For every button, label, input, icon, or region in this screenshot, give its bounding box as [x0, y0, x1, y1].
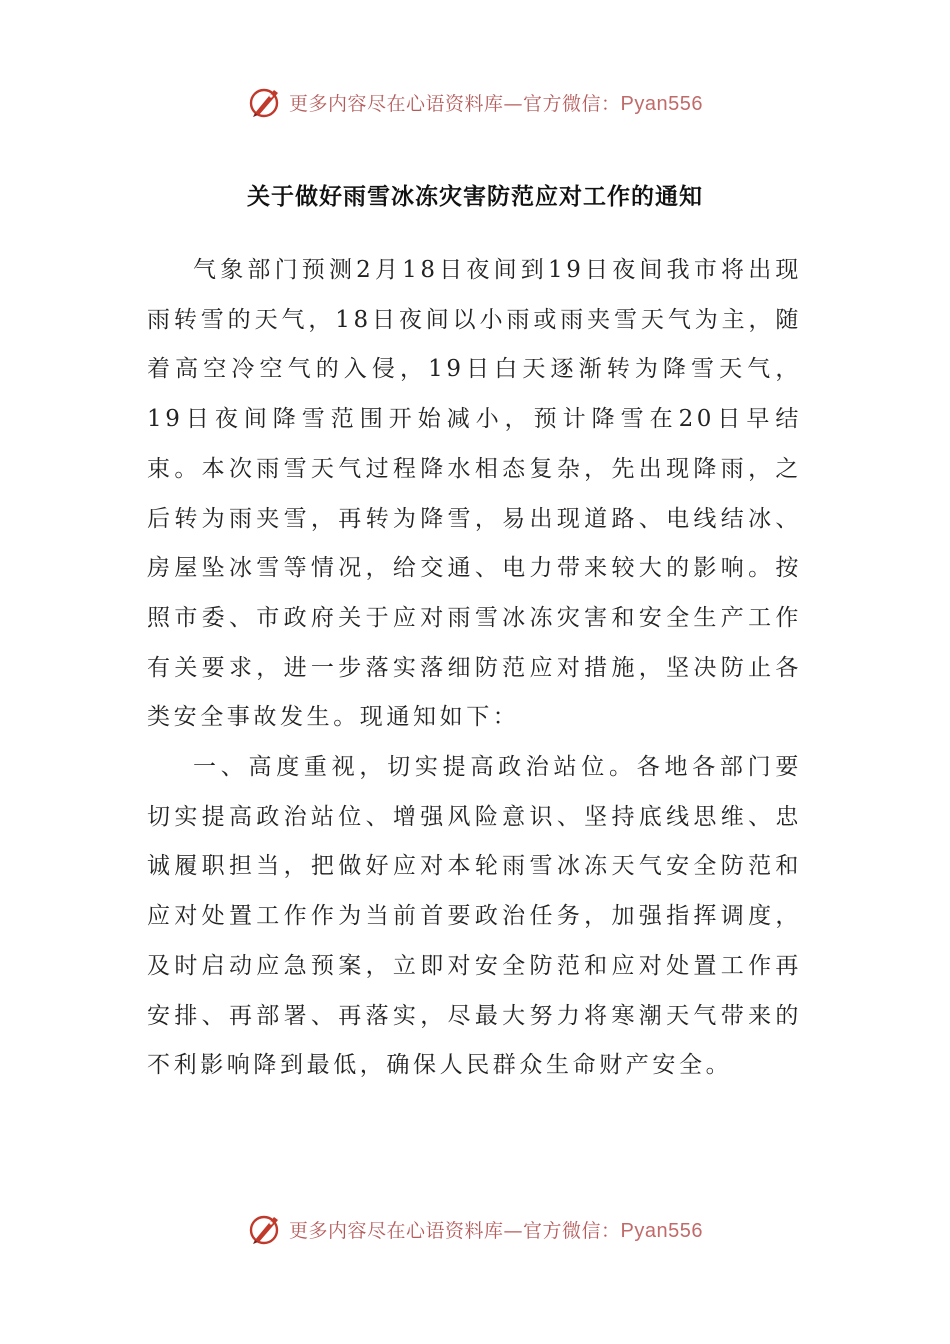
- watermark-text: 更多内容尽在心语资料库—官方微信：Pyan556: [289, 1219, 703, 1242]
- header-watermark: [0, 84, 950, 120]
- watermark-text: 更多内容尽在心语资料库—官方微信：Pyan556: [289, 92, 703, 115]
- paragraph-intro: 气象部门预测2月18日夜间到19日夜间我市将出现雨转雪的天气，18日夜间以小雨或雨夹雪天气为主，随着高空冷空气的入侵，19日白天逐渐转为降雪天气，19日夜间降雪范围开始减小，预计降雪在20日早结束。本次雨雪天气过程降水相态复杂，先出现降雨，之后转为雨夹雪，再转为降雪，易出现道路、电线结冰、房屋坠冰雪等情况，给交通、电力带来较大的影响。按照市委、市政府关于应对雨雪冰冻灾害和安全生产工作有关要求，进一步落实落细防范应对措施，坚决防止各类安全事故发生。现通知如下：: [147, 257, 802, 731]
- footer-watermark: [0, 1211, 950, 1247]
- document-body: [147, 246, 802, 1091]
- document-title: 关于做好雨雪冰冻灾害防范应对工作的通知: [247, 183, 703, 210]
- paragraph-section-one: 一、高度重视，切实提高政治站位。各地各部门要切实提高政治站位、增强风险意识、坚持底线思维、忠诚履职担当，把做好应对本轮雨雪冰冻天气安全防范和应对处置工作作为当前首要政治任务，加强指挥调度，及时启动应急预案，立即对安全防范和应对处置工作再安排、再部署、再落实，尽最大努力将寒潮天气带来的不利影响降到最低，确保人民群众生命财产安全。: [147, 754, 802, 1079]
- pen-logo-icon: [247, 1211, 283, 1247]
- pen-logo-icon: [247, 84, 283, 120]
- watermark-wechat-id: Pyan556: [620, 92, 703, 115]
- watermark-wechat-id: Pyan556: [620, 1219, 703, 1242]
